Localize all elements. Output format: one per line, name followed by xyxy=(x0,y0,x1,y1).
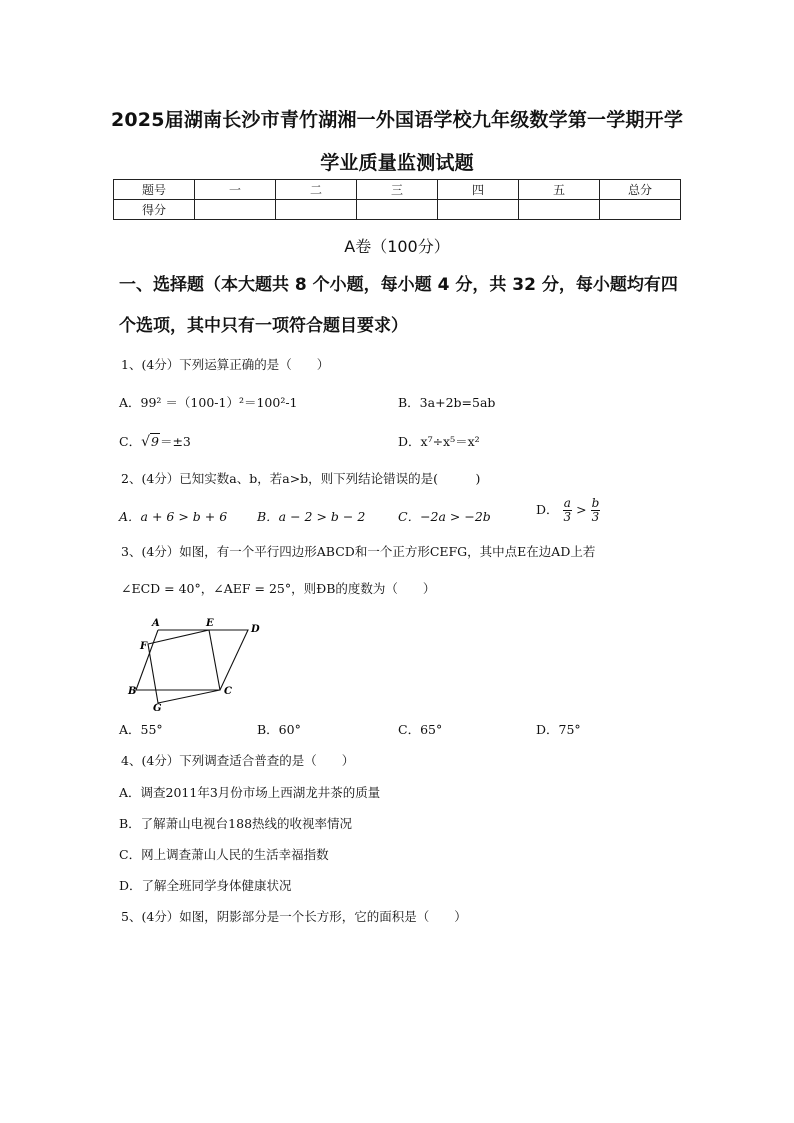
label-e: E xyxy=(206,618,214,629)
score-header-cell: 四 xyxy=(438,180,519,200)
sqrt-icon: √ xyxy=(141,434,150,450)
label-g: G xyxy=(153,703,162,714)
score-blank-cell[interactable] xyxy=(195,200,276,220)
q1-option-a: A．99² ＝（100-1）²＝100²-1 xyxy=(119,395,298,410)
q3-stem-line1: 3、(4分）如图，有一个平行四边形ABCD和一个正方形CEFG，其中点E在边AD上若 xyxy=(121,544,596,559)
q4-option-d: D．了解全班同学身体健康状况 xyxy=(119,878,292,893)
score-blank-cell[interactable] xyxy=(519,200,600,220)
section-1-heading: 一、选择题（本大题共 8 个小题，每小题 4 分，共 32 分，每小题均有四个选项，其中只有一项符合题目要求） xyxy=(119,275,678,336)
q5-stem: 5、(4分）如图，阴影部分是一个长方形，它的面积是（ ） xyxy=(121,909,467,924)
q4-option-b: B．了解萧山电视台188热线的收视率情况 xyxy=(119,816,353,831)
q2-option-a: A．a + 6 > b + 6 xyxy=(119,509,228,524)
q3-option-c: C．65° xyxy=(398,722,443,737)
score-row-label: 得分 xyxy=(114,200,195,220)
label-d: D xyxy=(251,624,260,635)
fraction-denominator: 3 xyxy=(591,510,600,524)
score-header-cell: 题号 xyxy=(114,180,195,200)
q3-stem-line2: ∠ECD = 40°，∠AEF = 25°，则ÐB的度数为（ ） xyxy=(121,581,436,596)
q3-option-a: A．55° xyxy=(119,722,163,737)
q4-stem: 4、(4分）下列调查适合普查的是（ ） xyxy=(121,753,355,768)
square-cefg xyxy=(148,630,220,703)
label-a: A xyxy=(152,618,160,629)
q2-option-d xyxy=(536,497,600,524)
fraction-numerator: a xyxy=(563,496,571,510)
score-table-score-row xyxy=(114,200,681,220)
q2-option-d-prefix: D． xyxy=(536,502,559,517)
exam-title-line1: 2025届湖南长沙市青竹湖湘一外国语学校九年级数学第一学期开学 xyxy=(110,109,684,131)
score-table-header-row xyxy=(114,180,681,200)
fraction-a-over-3 xyxy=(563,497,573,524)
score-blank-cell[interactable] xyxy=(276,200,357,220)
score-header-cell: 总分 xyxy=(600,180,681,200)
exam-title-line2: 学业质量监测试题 xyxy=(320,152,474,174)
paper-a-label: A卷（100分） xyxy=(344,237,450,256)
q1-option-d: D．x⁷÷x⁵＝x² xyxy=(398,434,480,449)
q1-option-c-suffix: ＝±3 xyxy=(159,434,191,449)
q1-option-b: B．3a+2b=5ab xyxy=(398,395,496,410)
score-blank-cell[interactable] xyxy=(438,200,519,220)
parallelogram-abcd xyxy=(136,630,248,690)
score-header-cell: 二 xyxy=(276,180,357,200)
q2-option-b: B．a − 2 > b − 2 xyxy=(257,509,366,524)
q1-option-c-radicand: 9 xyxy=(151,434,159,449)
score-header-cell: 五 xyxy=(519,180,600,200)
score-header-cell: 一 xyxy=(195,180,276,200)
greater-than-sign: > xyxy=(576,502,587,517)
q4-option-a: A．调查2011年3月份市场上西湖龙井茶的质量 xyxy=(119,785,381,800)
fraction-denominator: 3 xyxy=(563,510,572,524)
q1-option-c xyxy=(119,432,191,450)
q3-option-d: D．75° xyxy=(536,722,581,737)
q2-option-c: C．−2a > −2b xyxy=(398,509,491,524)
q3-option-b: B．60° xyxy=(257,722,301,737)
score-blank-cell[interactable] xyxy=(357,200,438,220)
q1-stem: 1、(4分）下列运算正确的是（ ） xyxy=(121,357,330,372)
q2-stem: 2、(4分）已知实数a、b，若a>b，则下列结论错误的是( ) xyxy=(121,471,481,486)
label-c: C xyxy=(224,686,232,697)
score-blank-cell[interactable] xyxy=(600,200,681,220)
score-table xyxy=(113,179,681,220)
fraction-b-over-3 xyxy=(591,497,601,524)
label-f: F xyxy=(140,641,148,652)
score-header-cell: 三 xyxy=(357,180,438,200)
label-b: B xyxy=(128,686,137,697)
q1-option-c-prefix: C． xyxy=(119,434,142,449)
q3-geometry-figure xyxy=(118,614,268,714)
fraction-numerator: b xyxy=(591,496,600,510)
q4-option-c: C．网上调查萧山人民的生活幸福指数 xyxy=(119,847,329,862)
